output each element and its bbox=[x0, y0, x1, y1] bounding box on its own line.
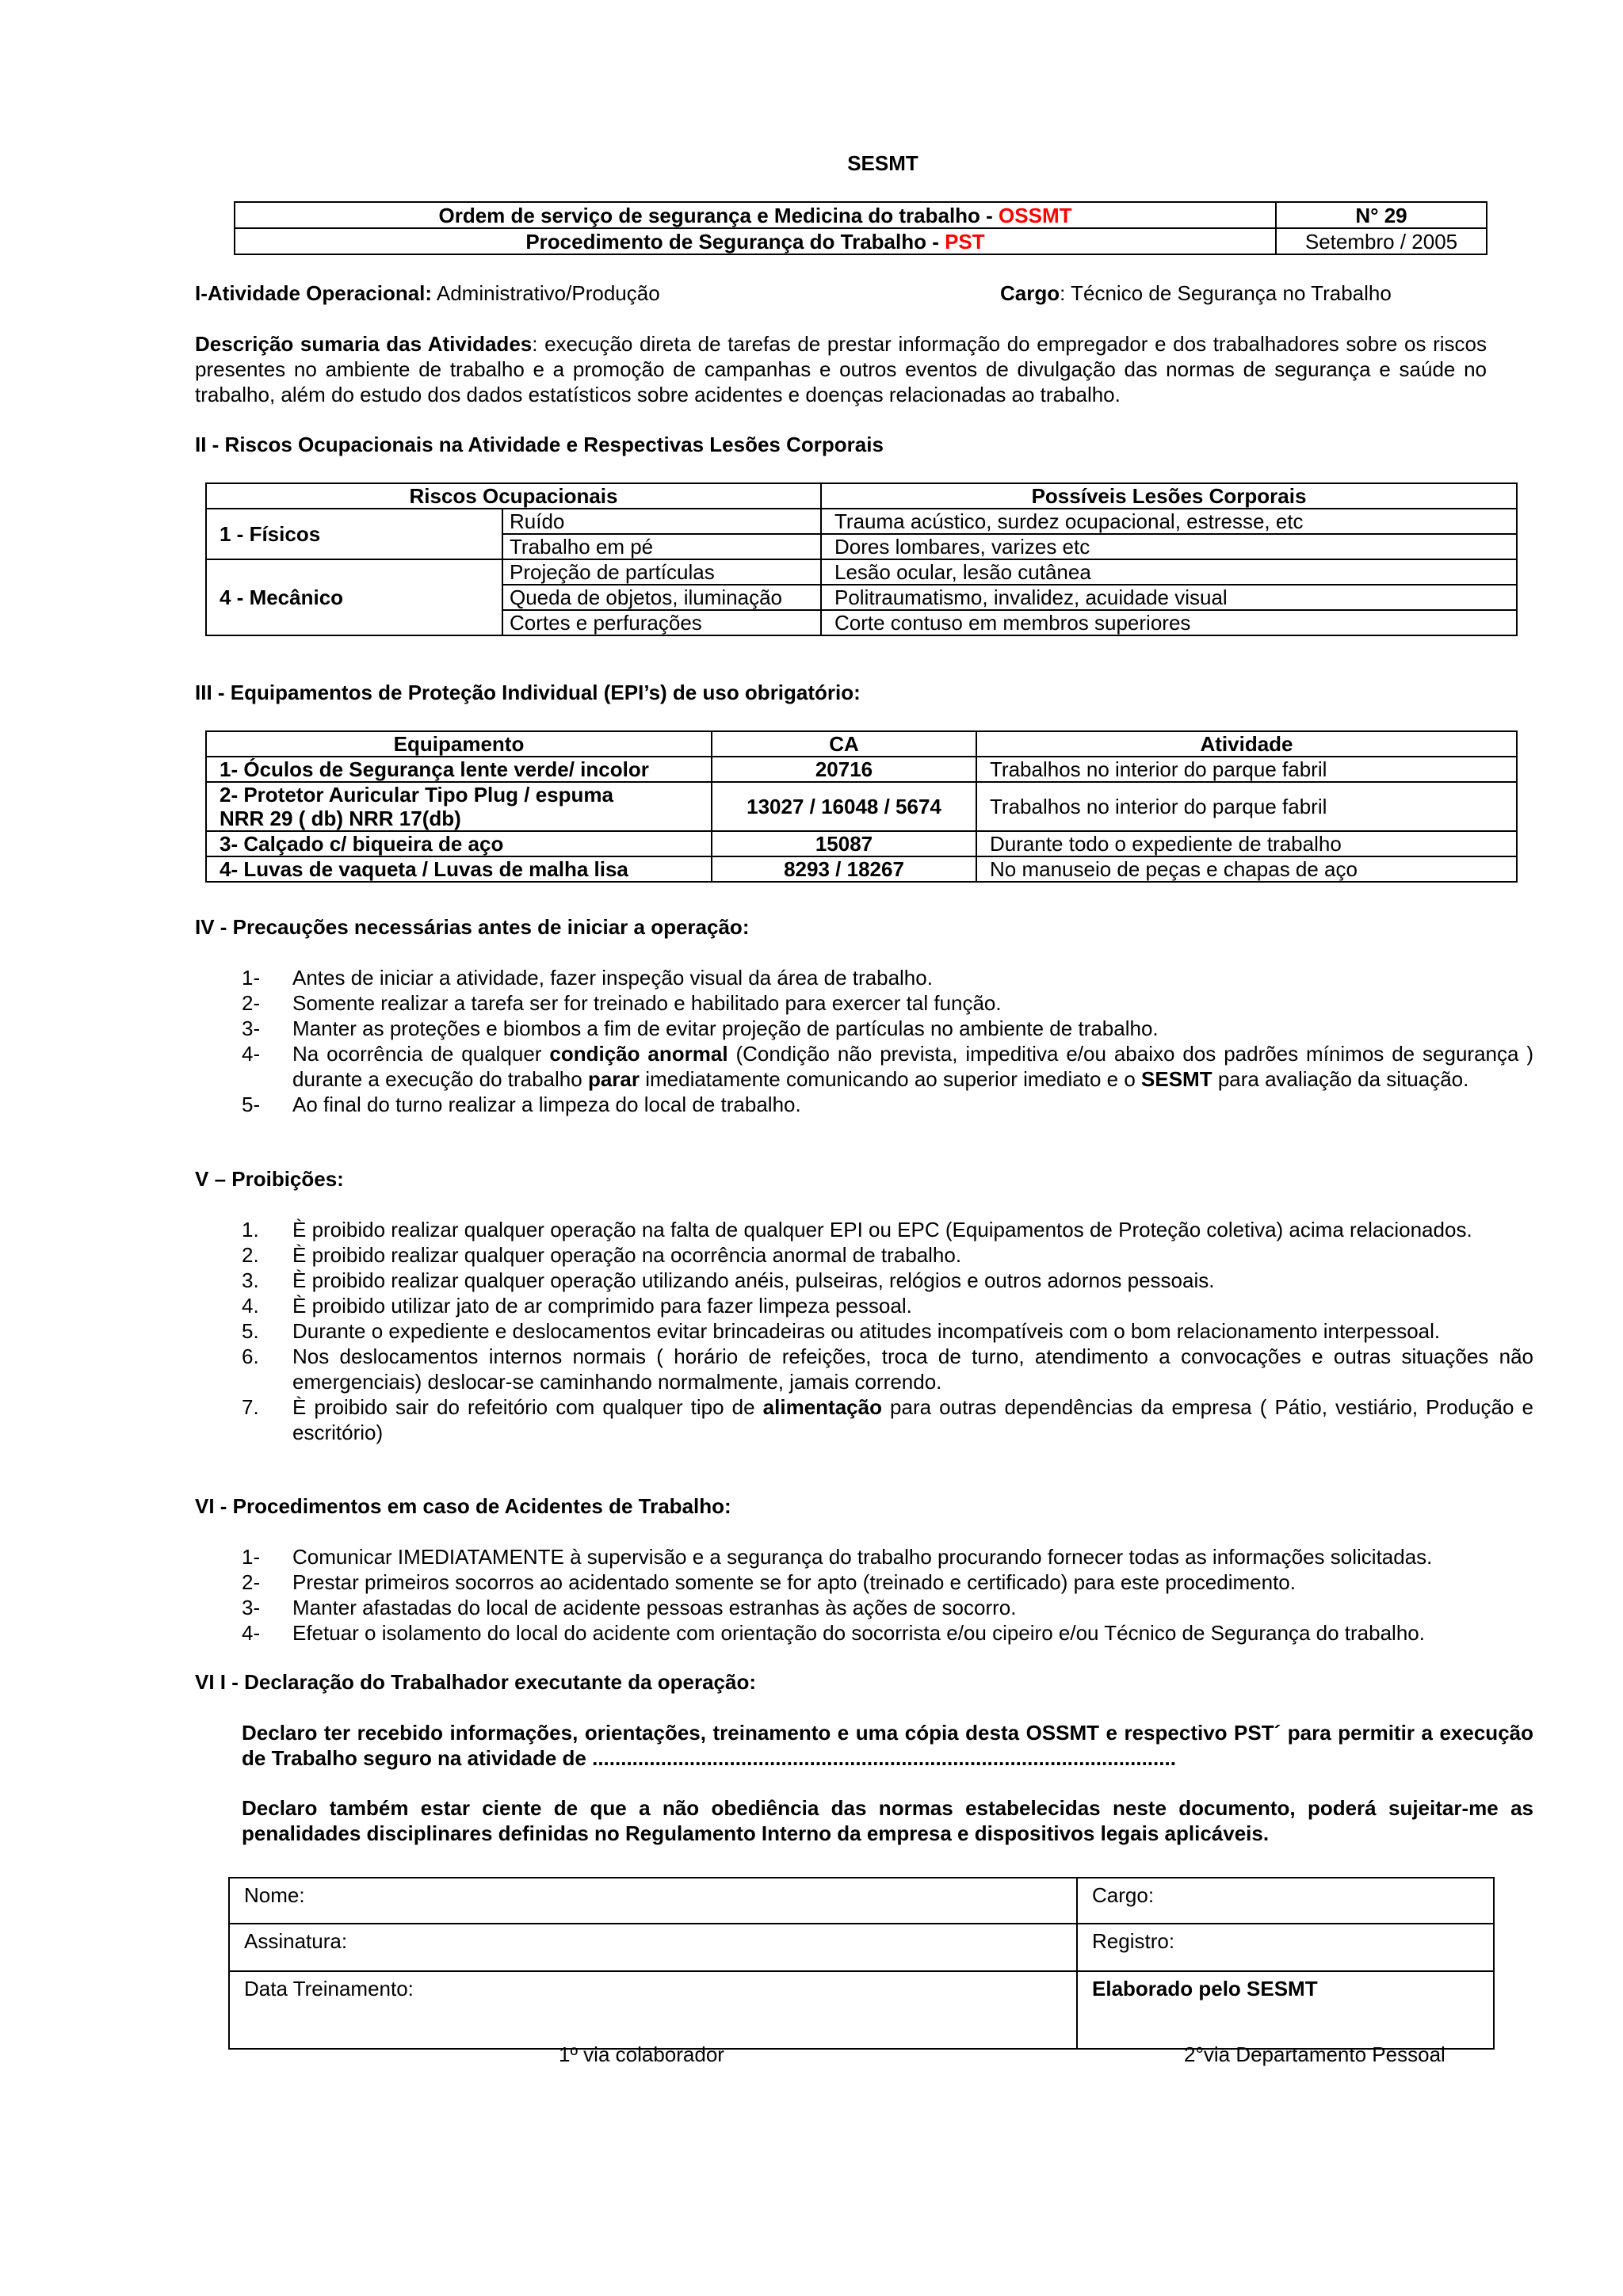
risk-item: Queda de objetos, iluminação bbox=[502, 585, 821, 610]
list-item-number: 3. bbox=[242, 1268, 259, 1292]
data-treinamento-field[interactable]: Data Treinamento: bbox=[229, 1971, 1077, 2049]
section-declaracao-title: VI I - Declaração do Trabalhador executante da operação: bbox=[195, 1670, 757, 1694]
list-item-number: 2. bbox=[242, 1243, 259, 1267]
list-item-number: 1- bbox=[242, 966, 261, 990]
list-item bbox=[242, 1318, 1533, 1344]
list-item-text: Efetuar o isolamento do local do acidente com orientação do socorrista e/ou cipeiro e/ou Técnico de Segurança do trabalho. bbox=[292, 1621, 1425, 1645]
footer-via-1: 1º via colaborador bbox=[559, 2042, 724, 2066]
document-title: SESMT bbox=[847, 151, 918, 175]
list-item-text: È proibido realizar qualquer operação utilizando anéis, pulseiras, relógios e outros adornos pessoais. bbox=[292, 1268, 1215, 1292]
list-item-text: È proibido utilizar jato de ar comprimido para fazer limpeza pessoal. bbox=[292, 1294, 912, 1318]
list-item-number: 4- bbox=[242, 1621, 261, 1645]
list-item-text: Antes de iniciar a atividade, fazer inspeção visual da área de trabalho. bbox=[292, 966, 933, 990]
epi-activity: Durante todo o expediente de trabalho bbox=[976, 831, 1517, 856]
epi-equipment: 4- Luvas de vaqueta / Luvas de malha lisa bbox=[206, 856, 712, 882]
epi-equipment: 1- Óculos de Segurança lente verde/ incolor bbox=[206, 757, 712, 782]
list-item-text: Durante o expediente e deslocamentos evitar brincadeiras ou atitudes incompatíveis com o bom relacionamento interpessoal. bbox=[292, 1319, 1441, 1343]
list-item bbox=[242, 1569, 1533, 1595]
list-item bbox=[242, 1242, 1533, 1268]
acidentes-list bbox=[242, 1544, 1533, 1646]
risk-item: Projeção de partículas bbox=[502, 559, 821, 585]
list-item-text: Manter as proteções e biombos a fim de evitar projeção de partículas no ambiente de trabalho. bbox=[292, 1016, 1159, 1040]
list-item bbox=[242, 965, 1533, 990]
header-table bbox=[234, 201, 1487, 255]
list-item-number: 3- bbox=[242, 1596, 261, 1619]
list-item bbox=[242, 1620, 1533, 1646]
footer-via-2: 2°via Departamento Pessoal bbox=[1184, 2042, 1445, 2066]
epi-equipment: 3- Calçado c/ biqueira de aço bbox=[206, 831, 712, 856]
epi-ca: 13027 / 16048 / 5674 bbox=[712, 782, 976, 831]
list-item bbox=[242, 1268, 1533, 1293]
list-item-text: Manter afastadas do local de acidente pessoas estranhas às ações de socorro. bbox=[292, 1596, 1017, 1619]
epi-ca: 20716 bbox=[712, 757, 976, 782]
assinatura-field[interactable]: Assinatura: bbox=[229, 1924, 1077, 1971]
precaucoes-list bbox=[242, 965, 1533, 1117]
risk-item: Cortes e perfurações bbox=[502, 610, 821, 635]
list-item-number: 1. bbox=[242, 1218, 259, 1241]
proibicoes-list bbox=[242, 1217, 1533, 1445]
section-acidentes-title: VI - Procedimentos em caso de Acidentes de Trabalho: bbox=[195, 1494, 731, 1518]
list-item bbox=[242, 1016, 1533, 1041]
header-date: Setembro / 2005 bbox=[1276, 228, 1487, 254]
list-item-text: Somente realizar a tarefa ser for treinado e habilitado para exercer tal função. bbox=[292, 991, 1002, 1015]
epi-ca: 8293 / 18267 bbox=[712, 856, 976, 882]
epi-activity: Trabalhos no interior do parque fabril bbox=[976, 782, 1517, 831]
atividade-header: Atividade bbox=[976, 731, 1517, 757]
list-item-number: 4. bbox=[242, 1294, 259, 1318]
nome-field[interactable]: Nome: bbox=[229, 1878, 1077, 1924]
list-item bbox=[242, 1041, 1533, 1092]
section-proibicoes-title: V – Proibições: bbox=[195, 1167, 344, 1191]
list-item-number: 7. bbox=[242, 1395, 259, 1419]
list-item bbox=[242, 1394, 1533, 1445]
registro-field[interactable]: Registro: bbox=[1077, 1924, 1494, 1971]
header-number: N° 29 bbox=[1276, 202, 1487, 228]
list-item-text: Nos deslocamentos internos normais ( horário de refeições, troca de turno, atendimento a convocações e outras situações não emergenciais) deslocar-se caminhando normalmente, jamais correndo. bbox=[292, 1344, 1533, 1394]
list-item-number: 5- bbox=[242, 1093, 261, 1116]
list-item bbox=[242, 1544, 1533, 1569]
lesao-item: Politraumatismo, invalidez, acuidade visual bbox=[821, 585, 1517, 610]
riscos-header: Riscos Ocupacionais bbox=[206, 483, 821, 509]
declaracao-2: Declaro também estar ciente de que a não obediência das normas estabelecidas neste documento, poderá sujeitar-me as penalidades disciplinares definidas no Regulamento Interno da empresa e dispositivos legais aplicáveis. bbox=[242, 1796, 1533, 1845]
header-row2-title: Procedimento de Segurança do Trabalho - PST bbox=[235, 228, 1276, 254]
list-item bbox=[242, 1092, 1533, 1117]
risk-item: Ruído bbox=[502, 509, 821, 534]
list-item-number: 5. bbox=[242, 1319, 259, 1343]
lesao-item: Trauma acústico, surdez ocupacional, estresse, etc bbox=[821, 509, 1517, 534]
atividade-operacional: I-Atividade Operacional: Administrativo/Produção bbox=[195, 281, 660, 305]
riscos-table bbox=[205, 482, 1518, 636]
list-item bbox=[242, 1344, 1533, 1394]
ca-header: CA bbox=[712, 731, 976, 757]
header-row1-title: Ordem de serviço de segurança e Medicina do trabalho - OSSMT bbox=[235, 202, 1276, 228]
list-item-number: 1- bbox=[242, 1545, 261, 1569]
risk-group-fisicos: 1 - Físicos bbox=[206, 509, 502, 559]
list-item-number: 2- bbox=[242, 991, 261, 1015]
declaracao-1: Declaro ter recebido informações, orientações, treinamento e uma cópia desta OSSMT e respectivo PST´ para permitir a execução de Trabalho seguro na atividade de ...................................................................................................... bbox=[242, 1721, 1533, 1770]
epi-ca: 15087 bbox=[712, 831, 976, 856]
section-riscos-title: II - Riscos Ocupacionais na Atividade e Respectivas Lesões Corporais bbox=[195, 433, 884, 456]
lesao-item: Dores lombares, varizes etc bbox=[821, 534, 1517, 559]
list-item-text: Na ocorrência de qualquer condição anormal (Condição não prevista, impeditiva e/ou abaixo dos padrões mínimos de segurança ) durante a execução do trabalho parar imediatamente comunicando ao superior imediato e o SESMT para avaliação da situação. bbox=[292, 1042, 1534, 1091]
epi-table bbox=[205, 730, 1518, 883]
section-precaucoes-title: IV - Precauções necessárias antes de iniciar a operação: bbox=[195, 915, 750, 939]
epi-activity: Trabalhos no interior do parque fabril bbox=[976, 757, 1517, 782]
descricao-atividades: Descrição sumaria das Atividades: execução direta de tarefas de prestar informação do empregador e dos trabalhadores sobre os riscos presentes no ambiente de trabalho e a promoção de campanhas e outros eventos de divulgação das normas de segurança e saúde no trabalho, além do estudo dos dados estatísticos sobre acidentes e doenças relacionadas ao trabalho. bbox=[195, 332, 1487, 406]
list-item-text: Prestar primeiros socorros ao acidentado somente se for apto (treinado e certificado) para este procedimento. bbox=[292, 1570, 1296, 1594]
lesoes-header: Possíveis Lesões Corporais bbox=[821, 483, 1517, 509]
lesao-item: Lesão ocular, lesão cutânea bbox=[821, 559, 1517, 585]
list-item-text: È proibido realizar qualquer operação na ocorrência anormal de trabalho. bbox=[292, 1243, 962, 1267]
list-item-text: Comunicar IMEDIATAMENTE à supervisão e a segurança do trabalho procurando fornecer todas as informações solicitadas. bbox=[292, 1545, 1433, 1569]
epi-equipment: 2- Protetor Auricular Tipo Plug / espuma NRR 29 ( db) NRR 17(db) bbox=[206, 782, 712, 831]
equip-header: Equipamento bbox=[206, 731, 712, 757]
list-item bbox=[242, 990, 1533, 1016]
signature-table bbox=[228, 1877, 1495, 2050]
cargo-field[interactable]: Cargo: bbox=[1077, 1878, 1494, 1924]
list-item-text: Ao final do turno realizar a limpeza do local de trabalho. bbox=[292, 1093, 801, 1116]
elaborado-label: Elaborado pelo SESMT bbox=[1077, 1971, 1494, 2049]
list-item bbox=[242, 1293, 1533, 1318]
list-item-number: 3- bbox=[242, 1016, 261, 1040]
lesao-item: Corte contuso em membros superiores bbox=[821, 610, 1517, 635]
cargo-line: Cargo: Técnico de Segurança no Trabalho bbox=[1000, 281, 1392, 305]
risk-group-mecanico: 4 - Mecânico bbox=[206, 559, 502, 635]
list-item-text: È proibido sair do refeitório com qualquer tipo de alimentação para outras dependências da empresa ( Pátio, vestiário, Produção e escritório) bbox=[292, 1395, 1533, 1444]
list-item-number: 4- bbox=[242, 1042, 261, 1066]
list-item bbox=[242, 1595, 1533, 1620]
section-epi-title: III - Equipamentos de Proteção Individual (EPI’s) de uso obrigatório: bbox=[195, 681, 861, 704]
list-item bbox=[242, 1217, 1533, 1242]
list-item-text: È proibido realizar qualquer operação na falta de qualquer EPI ou EPC (Equipamentos de Proteção coletiva) acima relacionados. bbox=[292, 1218, 1472, 1241]
list-item-number: 2- bbox=[242, 1570, 261, 1594]
list-item-number: 6. bbox=[242, 1344, 259, 1368]
epi-activity: No manuseio de peças e chapas de aço bbox=[976, 856, 1517, 882]
risk-item: Trabalho em pé bbox=[502, 534, 821, 559]
